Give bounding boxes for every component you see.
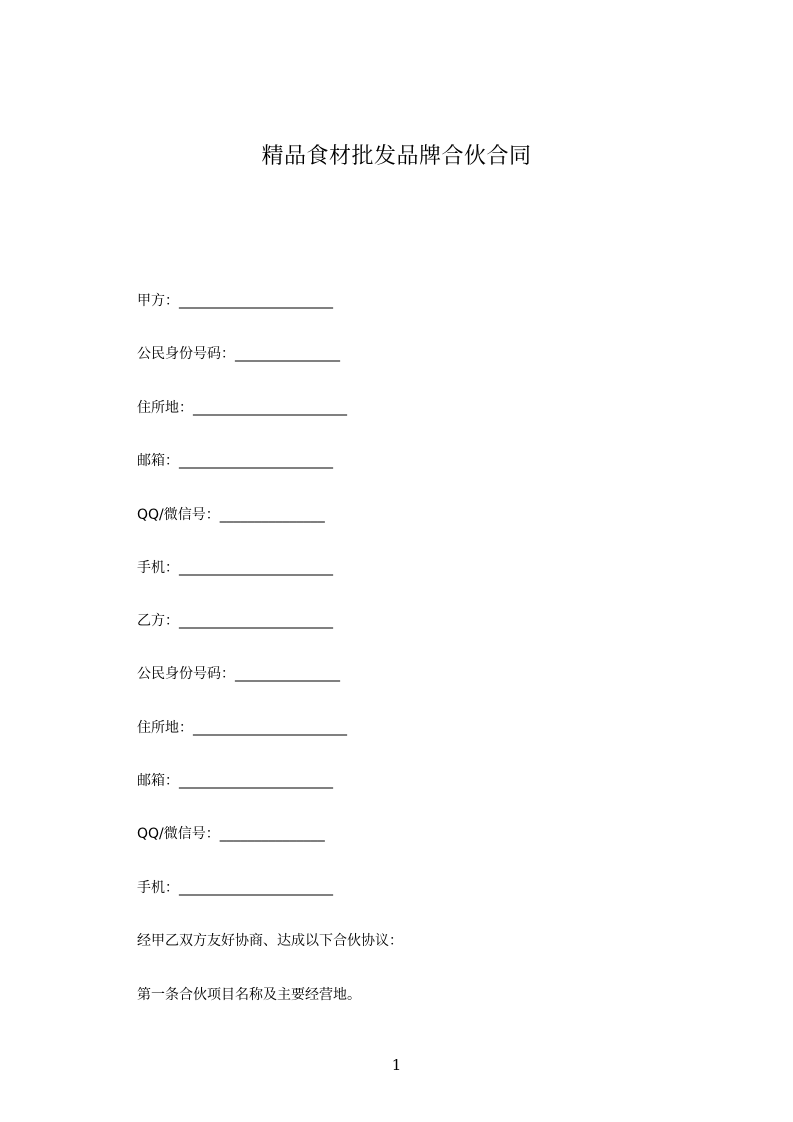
- page-number: 1: [391, 1056, 402, 1074]
- field-label: 公民身份号码：: [137, 666, 235, 682]
- field-label: 公民身份号码：: [137, 346, 235, 362]
- field-label: 住所地：: [137, 400, 193, 416]
- field-label: 邮箱：: [137, 453, 179, 469]
- fill-in-blank: ______________________: [179, 293, 333, 309]
- field-label: 住所地：: [137, 720, 193, 736]
- fill-in-blank: ______________________: [179, 613, 333, 629]
- field-label: 甲方：: [137, 293, 179, 309]
- document-title: 精品食材批发品牌合伙合同: [261, 144, 532, 169]
- party-b-email-field: [137, 771, 333, 791]
- party-b-qq-wechat-field: [137, 824, 325, 844]
- party-a-email-field: [137, 451, 333, 471]
- field-label: 邮箱：: [137, 773, 179, 789]
- fill-in-blank: ______________________: [179, 453, 333, 469]
- party-b-phone-field: [137, 878, 333, 898]
- article-one-heading: 第一条合伙项目名称及主要经营地。: [137, 987, 361, 1003]
- party-a-id-number-field: [137, 344, 340, 364]
- fill-in-blank: ______________________: [179, 773, 333, 789]
- fill-in-blank: _______________: [219, 507, 325, 523]
- party-a-qq-wechat-field: [137, 505, 325, 525]
- fill-in-blank: ______________________: [193, 400, 347, 416]
- fill-in-blank: _______________: [235, 346, 340, 362]
- party-a-name-field: [137, 291, 333, 311]
- fill-in-blank: ______________________: [179, 560, 333, 576]
- field-label: 手机：: [137, 880, 179, 896]
- field-label: QQ/微信号：: [137, 826, 220, 842]
- party-b-address-field: [137, 718, 347, 738]
- fill-in-blank: ______________________: [193, 720, 347, 736]
- fill-in-blank: _______________: [219, 826, 325, 842]
- party-b-name-field: [137, 611, 333, 631]
- fill-in-blank: _______________: [235, 666, 340, 682]
- party-a-phone-field: [137, 558, 333, 578]
- party-a-address-field: [137, 398, 347, 418]
- agreement-intro-paragraph: 经甲乙双方友好协商、达成以下合伙协议：: [137, 933, 403, 949]
- field-label: QQ/微信号：: [137, 507, 220, 523]
- fill-in-blank: ______________________: [179, 880, 333, 896]
- field-label: 手机：: [137, 560, 179, 576]
- party-b-id-number-field: [137, 664, 340, 684]
- field-label: 乙方：: [137, 613, 179, 629]
